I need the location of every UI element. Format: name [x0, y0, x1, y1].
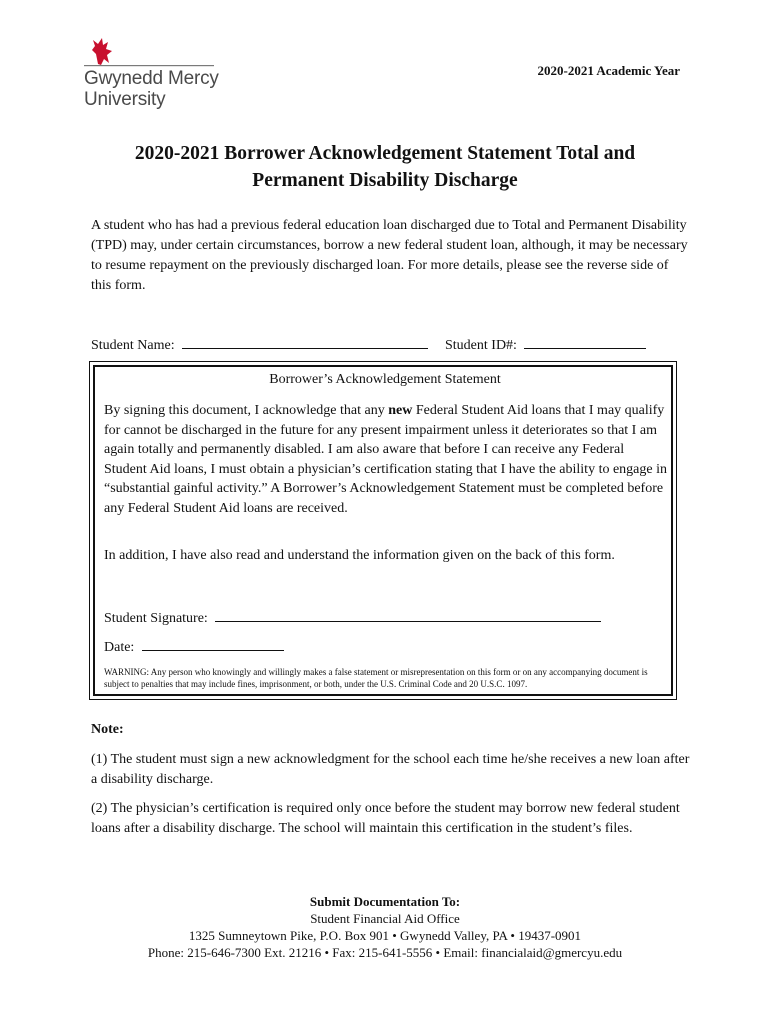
- additional-paragraph: In addition, I have also read and understand the information given on the back of this form.: [104, 548, 615, 563]
- acknowledgement-paragraph: [104, 401, 669, 518]
- logo-line-1: Gwynedd Mercy: [84, 68, 219, 89]
- logo-wordmark: [84, 68, 219, 110]
- page-title: [90, 140, 680, 194]
- p1-text-after: Federal Student Aid loans that I may qualify for cannot be discharged in the future for any present impairment unless it deteriorates so that I am again totally and permanently disabled. I am also aware that before I can receive any Federal Student Aid loans, I must obtain a physician’s certification stating that I have the ability to engage in “substantial gainful activity.” A Borrower’s Acknowledgement Statement must be completed before any Federal Student Aid loans are received.: [104, 403, 667, 516]
- signature-field: [104, 607, 601, 627]
- date-label: Date:: [104, 640, 135, 655]
- title-line-2: Permanent Disability Discharge: [252, 170, 518, 191]
- griffin-icon: [84, 36, 234, 68]
- student-id-label: Student ID#:: [445, 338, 517, 353]
- warning-text: WARNING: Any person who knowingly and willingly makes a false statement or misrepresentation on this form or on any accompanying document is subject to penalties that may include fines, imprisonment, or both, under the U.S. Criminal Code and 20 U.S.C. 1097.: [104, 667, 648, 689]
- p1-bold-word: new: [388, 403, 413, 418]
- student-id-input[interactable]: [524, 334, 646, 349]
- footer-contact: [0, 893, 770, 961]
- footer-office: Student Financial Aid Office: [310, 911, 460, 926]
- logo-line-2: University: [84, 89, 166, 110]
- student-id-field: [445, 334, 646, 354]
- student-name-input[interactable]: [182, 334, 428, 349]
- note-1: (1) The student must sign a new acknowledgment for the school each time he/she receives a new loan after a disability discharge.: [91, 752, 690, 787]
- p1-text-before: By signing this document, I acknowledge that any: [104, 403, 389, 418]
- date-input[interactable]: [142, 636, 284, 651]
- student-name-field: [91, 334, 428, 354]
- intro-paragraph: A student who has had a previous federal education loan discharged due to Total and Permanent Disability (TPD) may, under certain circumstances, borrow a new federal student loan, although, it may be necessary to resume repayment on the previously discharged loan. For more details, please see the reverse side of this form.: [91, 218, 688, 293]
- note-2: (2) The physician’s certification is required only once before the student may borrow new federal student loans after a disability discharge. The school will maintain this certification in the student’s files.: [91, 801, 680, 836]
- academic-year: 2020-2021 Academic Year: [537, 63, 680, 78]
- footer-address: 1325 Sumneytown Pike, P.O. Box 901 • Gwynedd Valley, PA • 19437-0901: [188, 928, 582, 943]
- date-field: [104, 636, 284, 656]
- signature-input[interactable]: [215, 607, 601, 622]
- signature-label: Student Signature:: [104, 611, 208, 626]
- note-title: Note:: [91, 722, 124, 737]
- footer-contact-line: Phone: 215-646-7300 Ext. 21216 • Fax: 215-641-5556 • Email: financialaid@gmercyu.edu: [147, 945, 623, 960]
- footer-title: Submit Documentation To:: [309, 894, 461, 909]
- title-line-1: 2020-2021 Borrower Acknowledgement Statement Total and: [134, 143, 636, 164]
- student-name-label: Student Name:: [91, 338, 175, 353]
- box-heading: Borrower’s Acknowledgement Statement: [269, 372, 501, 387]
